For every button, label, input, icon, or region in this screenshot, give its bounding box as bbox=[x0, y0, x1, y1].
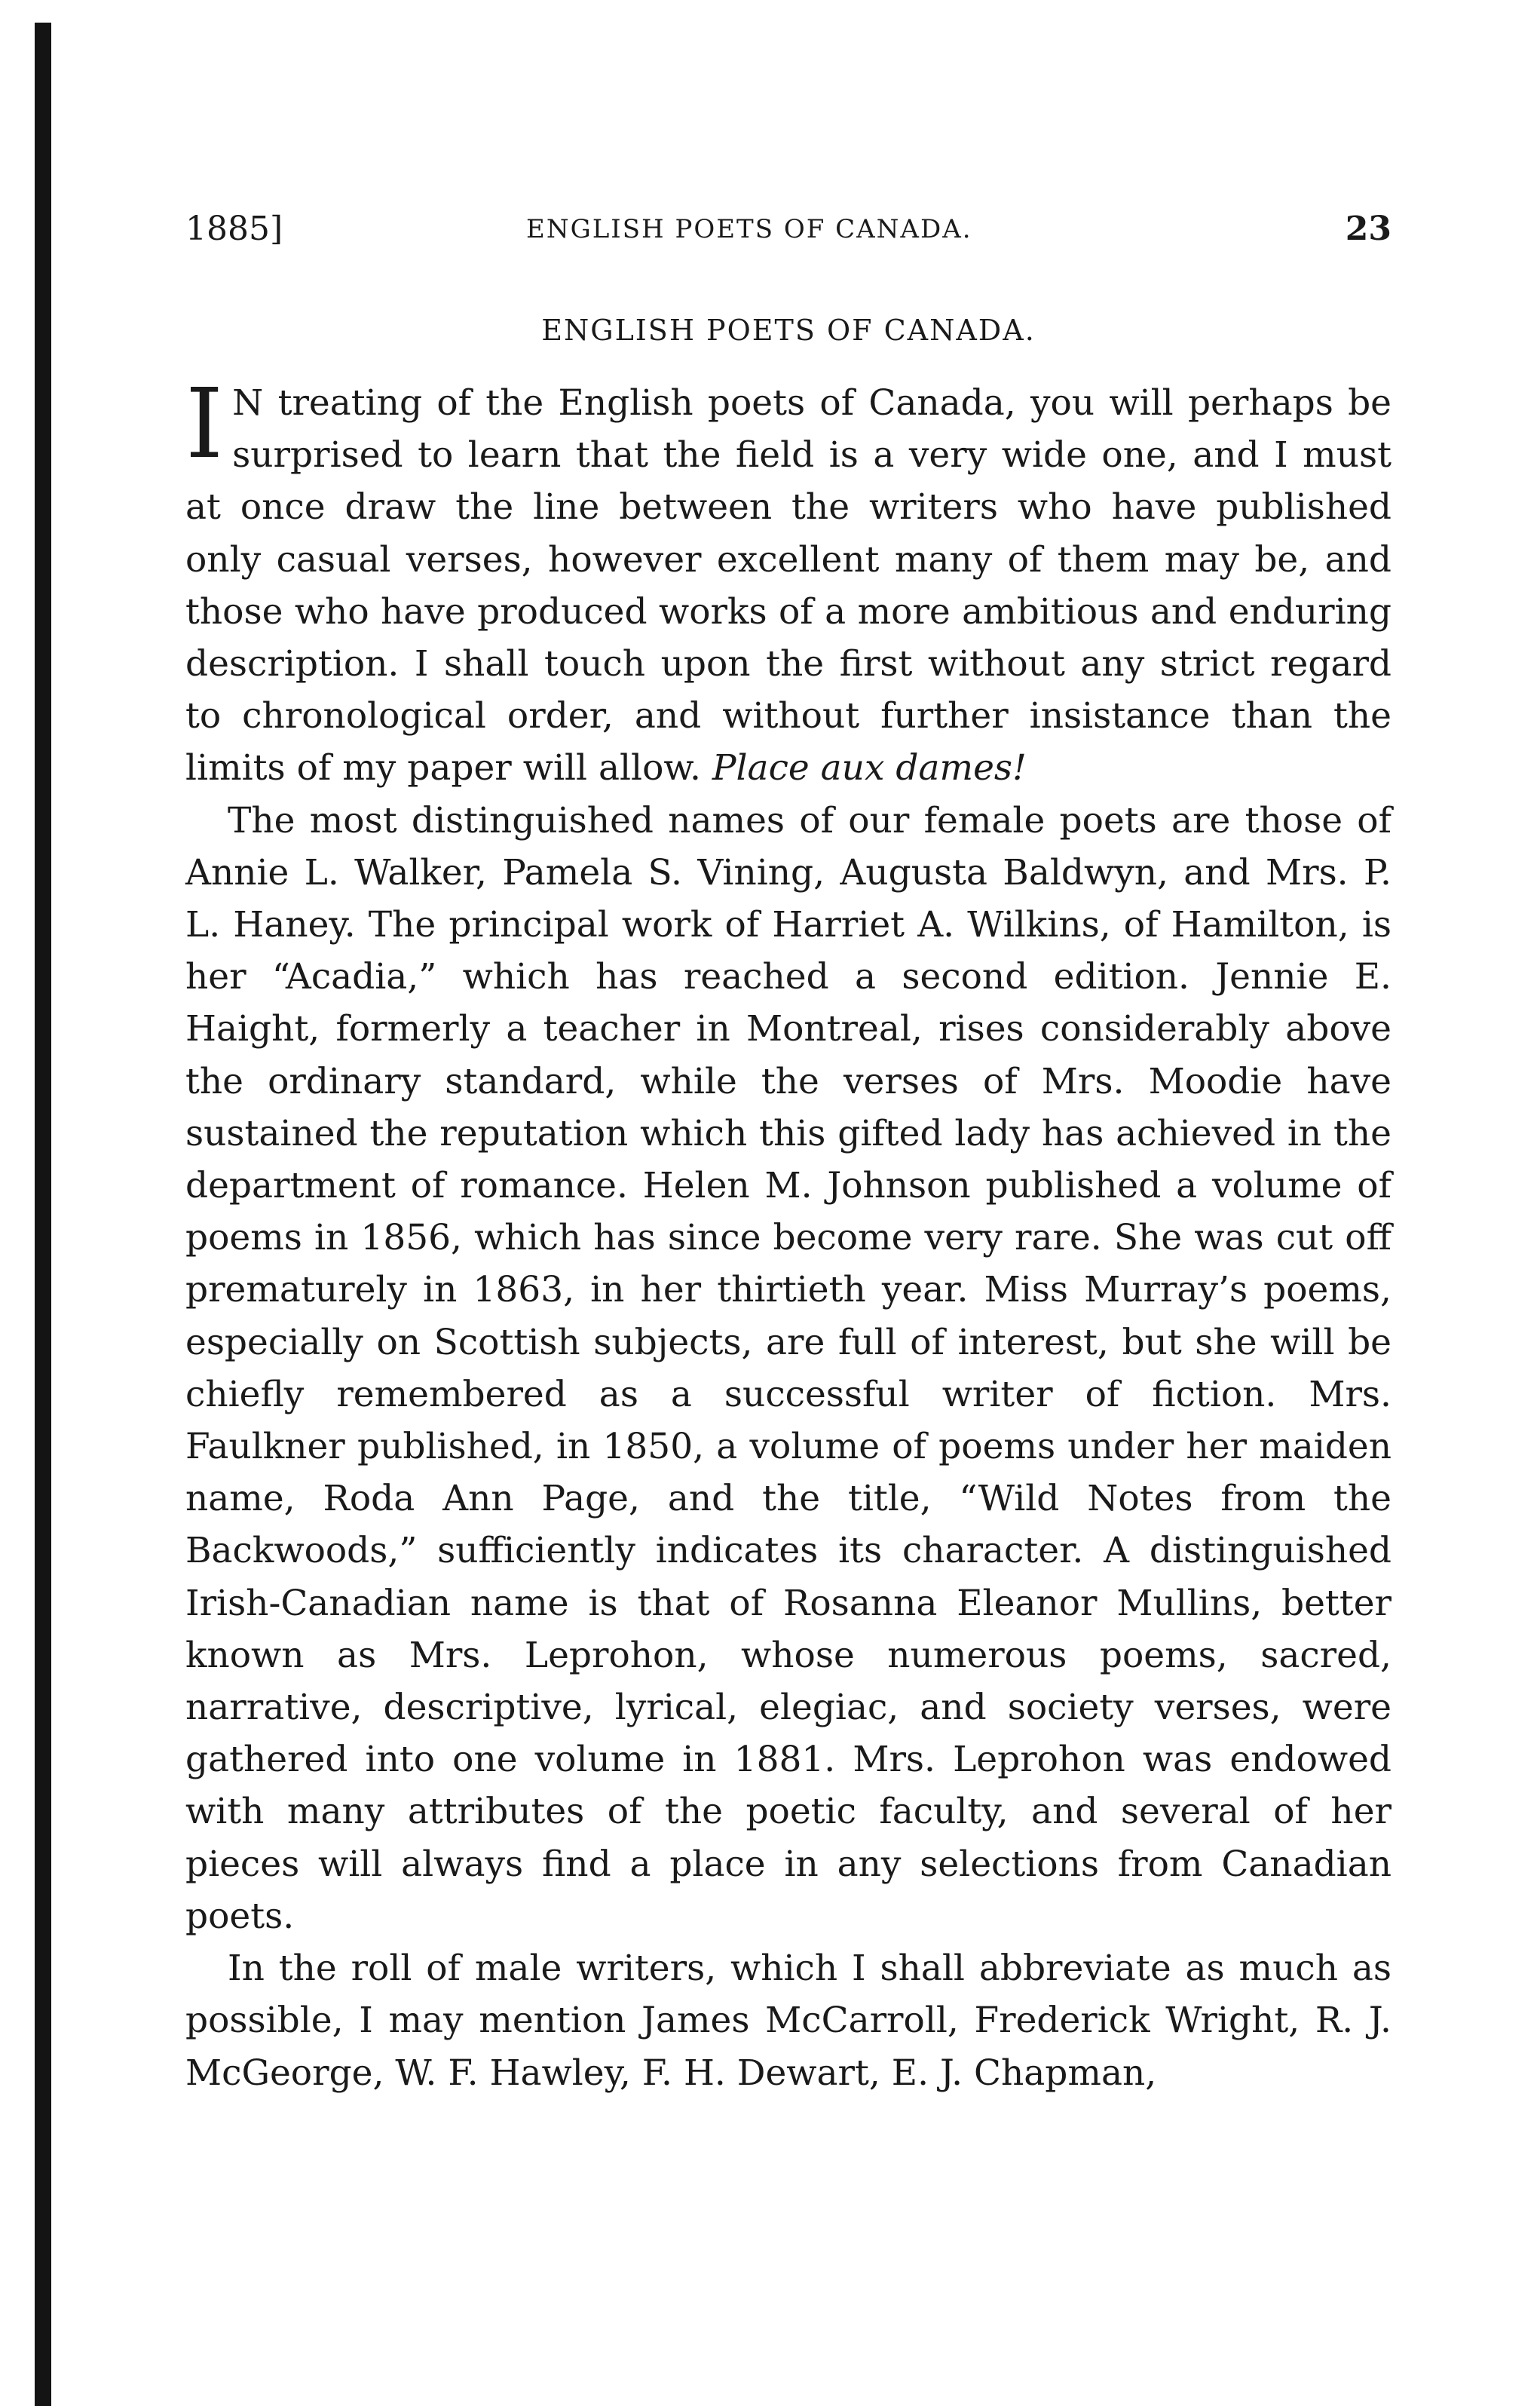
paragraph-3: In the roll of male writers, which I shall abbreviate as much as possible, I may mention James McCarroll, Frederick Wright, R. J. McGeorge, W. F. Hawley, F. H. Dewart, E. J. Chapman, bbox=[185, 1948, 1392, 2094]
running-head-title: ENGLISH POETS OF CANADA. bbox=[526, 214, 972, 244]
paragraph-1 bbox=[185, 368, 1392, 795]
paragraph-1-text: N treating of the English poets of Canada, you will perhaps be surprised to learn that the field is a very wide one, and I must at once draw the line between the writers who have published only casual verses, however excellent many of them may be, and those who have produced works of a more ambitious and enduring description. I shall touch upon the first without any strict regard to chronological order, and without further insistance than the limits of my paper will allow. bbox=[185, 382, 1392, 789]
running-head-year: 1885] bbox=[185, 210, 283, 248]
page-number: 23 bbox=[1345, 210, 1392, 248]
running-head bbox=[185, 205, 1392, 253]
article-title: ENGLISH POETS OF CANADA. bbox=[541, 314, 1036, 347]
paragraph-1-italic: Place aux dames! bbox=[712, 747, 1027, 789]
drop-cap: I bbox=[185, 368, 224, 480]
article-body bbox=[185, 368, 1392, 2099]
paragraph-2: The most distinguished names of our female poets are those of Annie L. Walker, Pamela S. Vining, Augusta Baldwyn, and Mrs. P. L. Haney. The principal work of Harriet A. Wilkins, of Hamilton, is her “Acadia,” which has reached a second edition. Jennie E. Haight, formerly a teacher in Montreal, rises considerably above the ordinary standard, while the verses of Mrs. Moodie have sustained the reputation which this gifted lady has achieved in the department of romance. Helen M. Johnson published a volume of poems in 1856, which has since become very rare. She was cut off prematurely in 1863, in her thirtieth year. Miss Murray’s poems, especially on Scottish subjects, are full of interest, but she will be chiefly remembered as a successful writer of fiction. Mrs. Faulkner published, in 1850, a volume of poems under her maiden name, Roda Ann Page, and the title, “Wild Notes from the Backwoods,” sufficiently indicates its character. A distinguished Irish-Canadian name is that of Rosanna Eleanor Mullins, better known as Mrs. Leprohon, whose numerous poems, sacred, narrative, descriptive, lyrical, elegiac, and society verses, were gathered into one volume in 1881. Mrs. Leprohon was endowed with many attributes of the poetic faculty, and several of her pieces will always find a place in any selections from Canadian poets. bbox=[185, 799, 1392, 1937]
